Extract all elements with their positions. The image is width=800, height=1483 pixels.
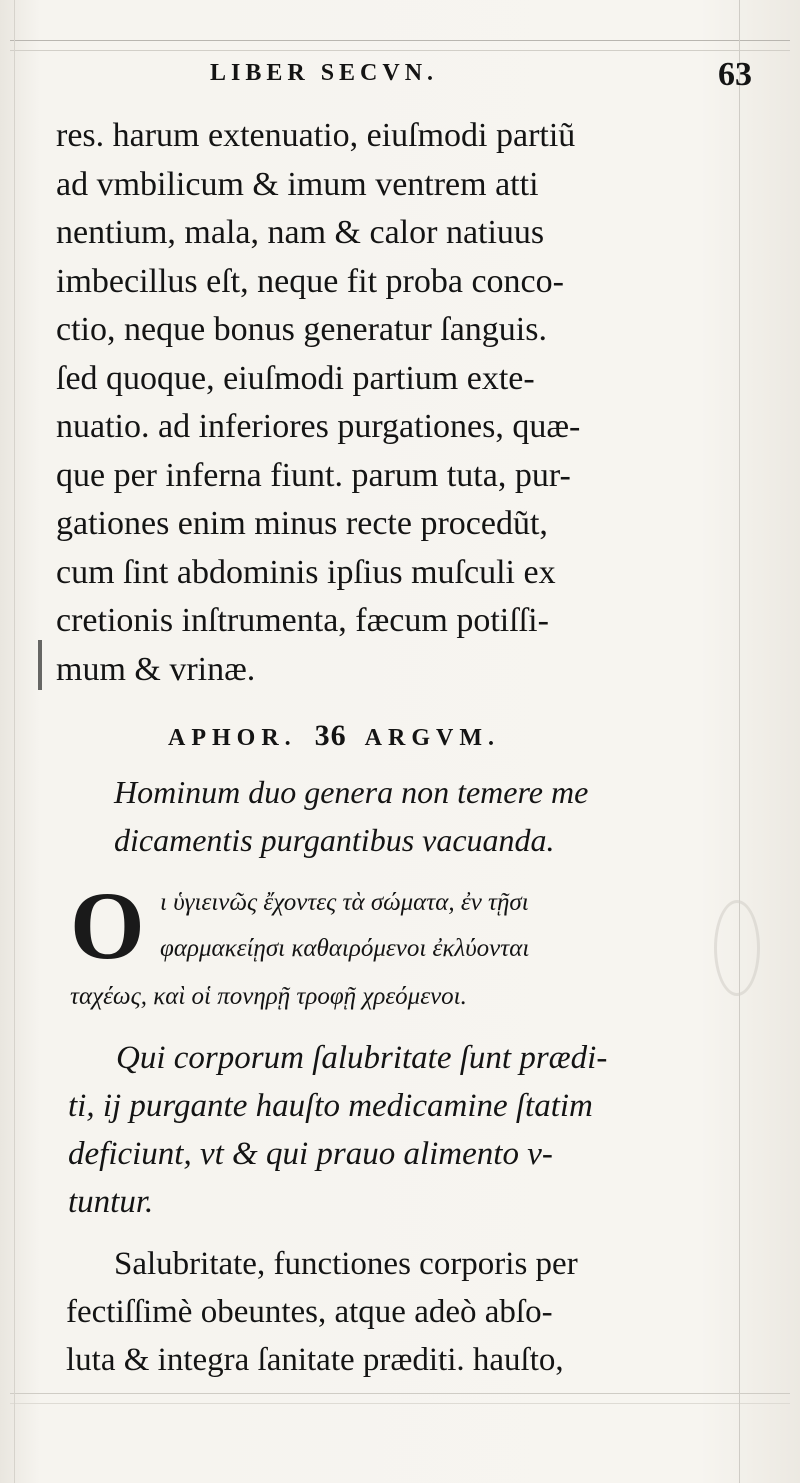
text-line: Salubritate, functiones corporis per (114, 1246, 578, 1282)
page-edge-rule (10, 1393, 790, 1394)
greek-line: ταχέως, καὶ οἱ πονηρῇ τροφῇ χρεόμενοι. (70, 983, 467, 1010)
greek-line: φαρμακείῃσι καθαιρόμενοι ἐκλύονται (160, 935, 530, 962)
text-line: Hominum duo genera non temere me (114, 774, 589, 810)
text-line: res. harum extenuatio, eiuſmodi partiũ (56, 117, 576, 154)
text-line: gationes enim minus recte procedũt, (56, 505, 548, 542)
text-line: tuntur. (68, 1184, 154, 1220)
aphorism-number: 36 (314, 719, 347, 752)
text-line: nentium, mala, nam & calor natiuus (56, 214, 545, 251)
text-line: ſed quoque, eiuſmodi partium exte- (56, 359, 535, 397)
text-line: ctio, neque bonus generatur ſanguis. (56, 311, 547, 348)
aphorism-label: APHOR. (168, 725, 297, 751)
text-line: nuatio. ad inferiores purgationes, quæ- (56, 408, 581, 445)
aphorism-heading (168, 716, 728, 756)
page-edge-rule (10, 40, 790, 41)
text-line: ad vmbilicum & imum ventrem atti (56, 165, 539, 203)
greek-aphorism (70, 872, 760, 1018)
text-line: que per inferna fiunt. parum tuta, pur- (56, 456, 571, 494)
drop-cap: O (70, 872, 145, 979)
commentary (66, 1240, 742, 1384)
text-line: dicamentis purgantibus vacuanda. (114, 822, 555, 858)
text-line: ti, ij purgante hauſto medicamine ſtatim (68, 1088, 593, 1124)
text-line: cum ſint abdominis ipſius muſculi ex (56, 553, 556, 591)
greek-line: ι ὑγιεινῶς ἔχοντες τὰ σώματα, ἐν τῇσι (160, 889, 529, 916)
running-header (210, 56, 760, 100)
running-title: LIBER SECVN. (210, 60, 439, 86)
text-line: luta & integra ſanitate præditi. hauſto, (66, 1342, 564, 1378)
text-line: Qui corporum ſalubritate ſunt prædi- (116, 1040, 608, 1076)
page-edge-rule (10, 50, 790, 51)
text-line: deficiunt, vt & qui prauo alimento v- (68, 1136, 553, 1172)
page-edge-rule (10, 1403, 790, 1404)
body-text-section (56, 112, 736, 694)
text-line: fectiſſimè obeuntes, atque adeò abſo- (66, 1294, 553, 1330)
argument-summary (114, 768, 734, 864)
text-line: cretionis inſtrumenta, fæcum potiſſi- (56, 602, 549, 639)
text-line: imbecillus eſt, neque fit proba conco- (56, 262, 564, 300)
page-number: 63 (718, 56, 752, 93)
marginal-mark (38, 640, 42, 690)
latin-translation (68, 1034, 736, 1226)
argument-label: ARGVM. (364, 725, 500, 751)
text-line: mum & vrinæ. (56, 650, 256, 688)
page-edge-rule (14, 0, 15, 1483)
